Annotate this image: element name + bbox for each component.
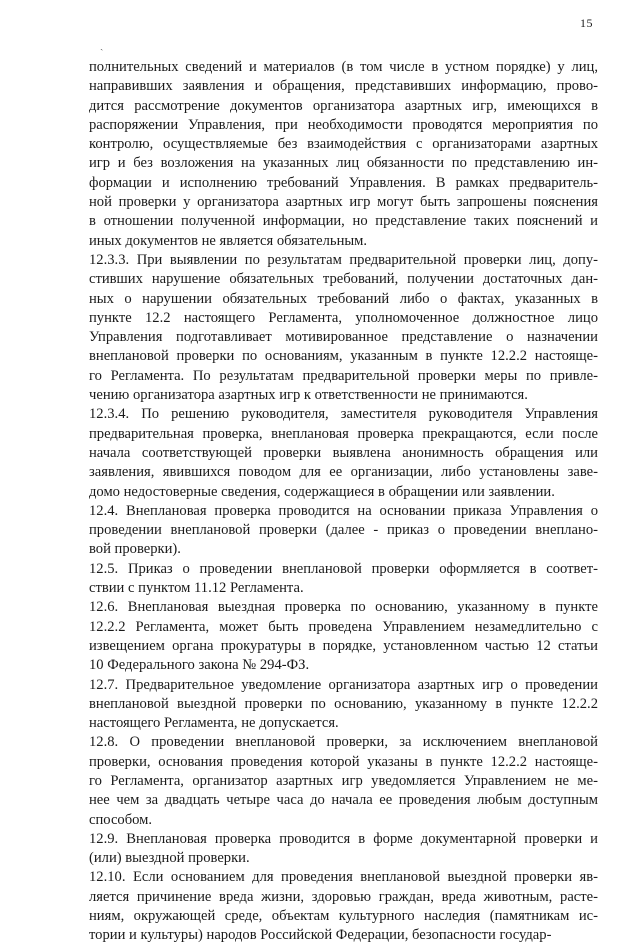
paragraph: [89, 251, 598, 405]
text-line: вой проверки).: [89, 541, 181, 558]
text-line: Управления подготавливает мотивированное представление о назначении: [89, 329, 598, 346]
text-line: настоящего Регламента, не допускается.: [89, 715, 339, 732]
text-line: способом.: [89, 811, 153, 828]
text-line: ствии с пунктом 11.12 Регламента.: [89, 580, 304, 597]
paragraph: [89, 830, 598, 869]
text-line: проведении внеплановой проверки (далее - приказ о проведении внепланo-: [89, 522, 598, 539]
text-line: го Регламента, организатор азартных игр уведомляется Управлением не ме-: [89, 772, 598, 789]
text-line: в отношении полученной информации, но представление таких пояснений и: [89, 213, 598, 230]
text-line: формации и исполнению требований Управления. В рамках предваритель-: [89, 174, 598, 191]
text-line: (или) выездной проверки.: [89, 850, 250, 867]
text-line: направивших заявления и обращения, представивших информацию, прово-: [89, 78, 598, 95]
text-line: 12.4. Внеплановая проверка проводится на основании приказа Управления о: [89, 502, 598, 519]
text-line: внеплановой проверки по основаниям, указанным в пункте 12.2.2 настояще-: [89, 348, 598, 365]
page-number: 15: [580, 16, 593, 30]
text-line: ных о нарушении обязательных требований либо о фактах, указанных в: [89, 290, 598, 307]
paragraph: [89, 733, 598, 829]
text-line: го Регламента. По результатам предварительной проверки меры по привле-: [89, 367, 598, 384]
text-line: нее чем за двадцать четыре часа до начала ее проведения любым доступным: [89, 792, 598, 809]
paragraph: [89, 502, 598, 560]
text-line: 12.3.4. По решению руководителя, заместителя руководителя Управления: [89, 406, 598, 423]
paragraph: [89, 405, 598, 501]
document-body: [89, 58, 598, 946]
text-line: контролю, осуществляемые без взаимодействия с организаторами азартных: [89, 136, 598, 153]
text-line: чению организатора азартных игр к ответственности не принимаются.: [89, 387, 528, 404]
text-line: полнительных сведений и материалов (в том числе в устном порядке) у лиц,: [89, 59, 598, 75]
text-line: 12.10. Если основанием для проведения внеплановой выездной проверки яв-: [89, 869, 598, 886]
paragraph: [89, 58, 598, 251]
text-line: ляется причинение вреда жизни, здоровью граждан, вреда животным, расте-: [89, 888, 598, 905]
text-line: предварительная проверка, внеплановая проверка прекращаются, если после: [89, 425, 598, 442]
text-line: заявления, явившихся поводом для ее организации, либо установлены заве-: [89, 464, 598, 481]
text-line: 12.5. Приказ о проведении внеплановой проверки оформляется в соответ-: [89, 560, 598, 577]
text-line: пункте 12.2 настоящего Регламента, уполномоченное должностное лицо: [89, 309, 598, 326]
text-line: распоряжении Управления, при необходимости проводятся мероприятия по: [89, 116, 598, 133]
text-line: 12.9. Внеплановая проверка проводится в форме документарной проверки и: [89, 830, 598, 847]
text-line: тории и культуры) народов Российской Федерации, безопасности государ-: [89, 927, 552, 944]
text-line: извещением органа прокуратуры в порядке, установленном частью 12 статьи: [89, 637, 598, 654]
text-line: 12.2.2 Регламента, может быть проведена Управлением незамедлительно с: [89, 618, 598, 635]
text-line: игр и без возложения на указанных лиц обязанности по представлению ин-: [89, 155, 598, 172]
text-line: стивших нарушение обязательных требований, получении достаточных дан-: [89, 271, 598, 288]
text-line: начала соответствующей проверки выявлена анонимность обращения или: [89, 444, 598, 461]
text-line: 12.7. Предварительное уведомление организатора азартных игр о проведении: [89, 676, 598, 693]
text-line: иных документов не является обязательным.: [89, 232, 368, 249]
text-line: проверки, основания проведения которой указаны в пункте 12.2.2 настояще-: [89, 753, 598, 770]
text-line: дится рассмотрение документов организатора азартных игр, имеющихся в: [89, 97, 598, 114]
text-line: внеплановой выездной проверки по основанию, указанному в пункте 12.2.2: [89, 695, 598, 712]
scan-mark: ˏ: [100, 40, 104, 51]
paragraph: [89, 868, 598, 945]
text-line: 12.3.3. При выявлении по результатам предварительной проверки лиц, допу-: [89, 251, 598, 268]
paragraph: [89, 560, 598, 599]
paragraph: [89, 676, 598, 734]
text-line: 12.6. Внеплановая выездная проверка по основанию, указанному в пункте: [89, 599, 598, 616]
text-line: 10 Федерального закона № 294-ФЗ.: [89, 657, 310, 674]
text-line: домо недостоверные сведения, содержащиеся в обращении или заявлении.: [89, 483, 555, 500]
paragraph: [89, 598, 598, 675]
text-line: ной проверки у организатора азартных игр могут быть запрошены пояснения: [89, 194, 598, 211]
text-line: 12.8. О проведении внеплановой проверки, за исключением внеплановой: [89, 734, 598, 751]
text-line: ниям, окружающей среде, объектам культурного наследия (памятникам ис-: [89, 908, 598, 925]
